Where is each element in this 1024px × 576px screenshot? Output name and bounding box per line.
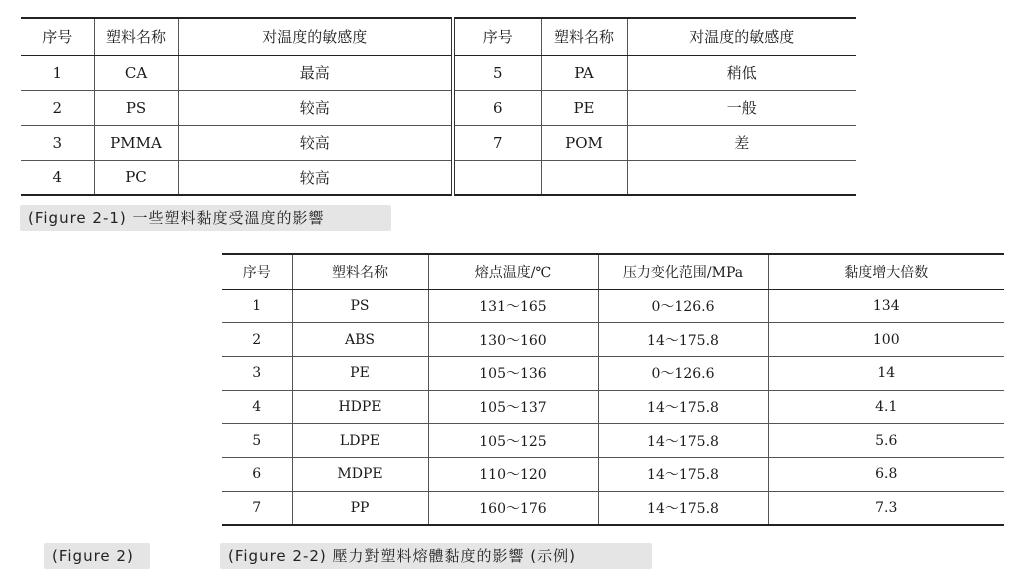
table-cell: 14 bbox=[768, 356, 1004, 390]
table-cell: LDPE bbox=[292, 424, 428, 458]
table-cell: PE bbox=[541, 90, 627, 125]
pressure-viscosity-table bbox=[222, 253, 1004, 526]
column-header: 序号 bbox=[21, 18, 94, 55]
table-row bbox=[222, 491, 1004, 525]
table-row bbox=[21, 160, 856, 195]
column-header: 塑料名称 bbox=[292, 254, 428, 289]
table-cell: 105～136 bbox=[428, 356, 598, 390]
table-cell: 较高 bbox=[178, 125, 453, 160]
table-row bbox=[222, 457, 1004, 491]
table-cell: 7.3 bbox=[768, 491, 1004, 525]
table-cell: 3 bbox=[222, 356, 292, 390]
table-row bbox=[21, 90, 856, 125]
table-cell: 14～175.8 bbox=[598, 323, 768, 357]
table-cell: 14～175.8 bbox=[598, 491, 768, 525]
table-cell: 较高 bbox=[178, 160, 453, 195]
figure-caption: (Figure 2-1) 一些塑料黏度受溫度的影響 bbox=[20, 205, 391, 231]
column-header: 对温度的敏感度 bbox=[178, 18, 453, 55]
table-cell: 100 bbox=[768, 323, 1004, 357]
column-header: 塑料名称 bbox=[94, 18, 178, 55]
table-cell: 105～137 bbox=[428, 390, 598, 424]
table-cell: PA bbox=[541, 55, 627, 90]
table-cell: 3 bbox=[21, 125, 94, 160]
table-cell: 0～126.6 bbox=[598, 356, 768, 390]
column-header: 序号 bbox=[453, 18, 541, 55]
table-cell: 7 bbox=[453, 125, 541, 160]
table-cell: 14～175.8 bbox=[598, 390, 768, 424]
table-cell: 130～160 bbox=[428, 323, 598, 357]
table-cell: 105～125 bbox=[428, 424, 598, 458]
table-cell: 6 bbox=[453, 90, 541, 125]
table-cell: MDPE bbox=[292, 457, 428, 491]
table-cell: 5 bbox=[453, 55, 541, 90]
table-cell: 160～176 bbox=[428, 491, 598, 525]
table-cell: 5 bbox=[222, 424, 292, 458]
table-cell bbox=[453, 160, 541, 195]
table-row bbox=[222, 390, 1004, 424]
table-header-row bbox=[222, 254, 1004, 289]
plastic-temperature-sensitivity-table bbox=[21, 17, 856, 196]
table-header-row bbox=[21, 18, 856, 55]
table-cell: 6 bbox=[222, 457, 292, 491]
table-cell: 4 bbox=[222, 390, 292, 424]
table-row bbox=[222, 424, 1004, 458]
table-cell: 5.6 bbox=[768, 424, 1004, 458]
table-cell: 6.8 bbox=[768, 457, 1004, 491]
table-cell: PP bbox=[292, 491, 428, 525]
figure-label: (Figure 2) bbox=[44, 543, 150, 569]
table-cell bbox=[541, 160, 627, 195]
column-header: 序号 bbox=[222, 254, 292, 289]
table-cell: 4.1 bbox=[768, 390, 1004, 424]
table-cell: 110～120 bbox=[428, 457, 598, 491]
table-cell: 稍低 bbox=[627, 55, 856, 90]
table-cell: 1 bbox=[222, 289, 292, 323]
table-cell: 2 bbox=[222, 323, 292, 357]
table-cell: PC bbox=[94, 160, 178, 195]
table-cell: 最高 bbox=[178, 55, 453, 90]
table-cell: ABS bbox=[292, 323, 428, 357]
table-cell: PS bbox=[94, 90, 178, 125]
table-cell: HDPE bbox=[292, 390, 428, 424]
column-header: 熔点温度/℃ bbox=[428, 254, 598, 289]
table-row bbox=[21, 125, 856, 160]
table-cell: PS bbox=[292, 289, 428, 323]
table-cell: 2 bbox=[21, 90, 94, 125]
column-header: 压力变化范围/MPa bbox=[598, 254, 768, 289]
column-header: 塑料名称 bbox=[541, 18, 627, 55]
table-cell: 差 bbox=[627, 125, 856, 160]
table-row bbox=[21, 55, 856, 90]
table-row bbox=[222, 289, 1004, 323]
table-cell: POM bbox=[541, 125, 627, 160]
table-cell: PE bbox=[292, 356, 428, 390]
table-cell: 131～165 bbox=[428, 289, 598, 323]
table-cell: 0～126.6 bbox=[598, 289, 768, 323]
table-cell: 14～175.8 bbox=[598, 457, 768, 491]
table-cell: 1 bbox=[21, 55, 94, 90]
figure-caption: (Figure 2-2) 壓力對塑料熔體黏度的影響 (示例) bbox=[220, 543, 652, 569]
table-cell: 4 bbox=[21, 160, 94, 195]
table-row bbox=[222, 356, 1004, 390]
table-cell: 14～175.8 bbox=[598, 424, 768, 458]
column-header: 黏度增大倍数 bbox=[768, 254, 1004, 289]
table-cell: PMMA bbox=[94, 125, 178, 160]
table-cell: 134 bbox=[768, 289, 1004, 323]
table-row bbox=[222, 323, 1004, 357]
table-cell: CA bbox=[94, 55, 178, 90]
table-cell: 一般 bbox=[627, 90, 856, 125]
column-header: 对温度的敏感度 bbox=[627, 18, 856, 55]
table-cell: 较高 bbox=[178, 90, 453, 125]
table-cell bbox=[627, 160, 856, 195]
table-cell: 7 bbox=[222, 491, 292, 525]
